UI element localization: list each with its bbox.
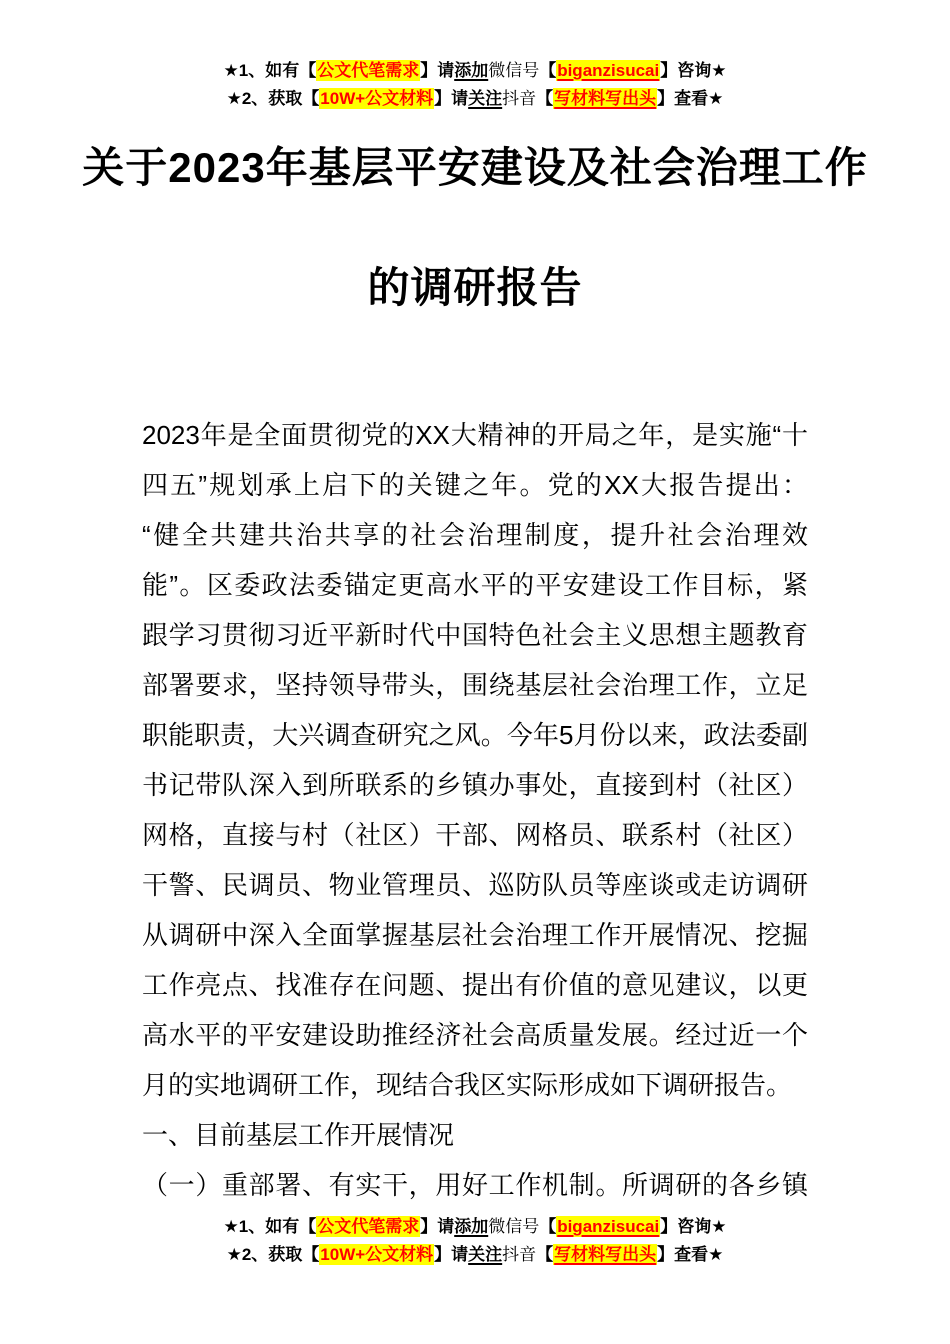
header-notice-line-1 <box>0 57 950 85</box>
header-notice <box>0 57 950 113</box>
notice-text: 【 <box>539 61 557 80</box>
body-line: 干警、民调员、物业管理员、巡防队员等座谈或走访调研 <box>142 870 808 900</box>
notice-text: 】请 <box>434 1245 469 1264</box>
notice-text: 微信号 <box>488 61 540 80</box>
document-body <box>142 410 808 1210</box>
notice-text: 】咨询★ <box>660 1217 727 1236</box>
header-notice-line-2 <box>0 85 950 113</box>
underlined-word: 关注 <box>468 89 503 108</box>
body-line: 能”。区委政法委锚定更高水平的平安建设工作目标，紧 <box>142 570 808 600</box>
highlighted-douyin-name: 写材料写出头 <box>554 1245 657 1264</box>
notice-text: 【 <box>536 1245 554 1264</box>
body-line: 职能职责，大兴调查研究之风。今年5月份以来，政法委副 <box>142 720 808 750</box>
body-line: 工作亮点、找准存在问题、提出有价值的意见建议，以更 <box>142 970 808 1000</box>
notice-text: ★1、如有【 <box>223 61 317 80</box>
title-line-2: 的调研报告 <box>367 264 583 311</box>
highlighted-term: 10W+公文材料 <box>320 1245 434 1264</box>
notice-text: 抖音 <box>502 1245 537 1264</box>
highlighted-term: 10W+公文材料 <box>320 89 434 108</box>
notice-text: ★2、获取【 <box>226 89 320 108</box>
body-line: 高水平的平安建设助推经济社会高质量发展。经过近一个 <box>142 1020 808 1050</box>
body-line: 四五”规划承上启下的关键之年。党的XX大报告提出： <box>142 470 808 500</box>
notice-text: 【 <box>539 1217 557 1236</box>
notice-text: 微信号 <box>488 1217 540 1236</box>
body-line: 2023年是全面贯彻党的XX大精神的开局之年，是实施“十 <box>142 420 808 450</box>
body-line: “健全共建共治共享的社会治理制度，提升社会治理效 <box>142 520 808 550</box>
footer-notice <box>0 1213 950 1269</box>
body-line: 月的实地调研工作，现结合我区实际形成如下调研报告。 <box>142 1070 793 1100</box>
notice-text: 抖音 <box>502 89 537 108</box>
section-heading: 一、目前基层工作开展情况 <box>142 1120 455 1150</box>
highlighted-term: 公文代笔需求 <box>317 61 420 80</box>
notice-text: 】咨询★ <box>660 61 727 80</box>
body-line: 从调研中深入全面掌握基层社会治理工作开展情况、挖掘 <box>142 920 808 950</box>
underlined-word: 添加 <box>454 1217 489 1236</box>
title-line-1: 关于2023年基层平安建设及社会治理工作 <box>82 144 868 191</box>
underlined-word: 关注 <box>468 1245 503 1264</box>
highlighted-wechat-id: biganzisucai <box>557 1217 660 1236</box>
body-line: 网格，直接与村（社区）干部、网格员、联系村（社区） <box>142 820 808 850</box>
document-title <box>0 144 950 312</box>
notice-text: 】请 <box>434 89 469 108</box>
body-line: 书记带队深入到所联系的乡镇办事处，直接到村（社区） <box>142 770 808 800</box>
notice-text: 】请 <box>420 61 455 80</box>
footer-notice-line-2 <box>0 1241 950 1269</box>
notice-text: 】请 <box>420 1217 455 1236</box>
highlighted-wechat-id: biganzisucai <box>557 61 660 80</box>
notice-text: 】查看★ <box>657 1245 724 1264</box>
footer-notice-line-1 <box>0 1213 950 1241</box>
notice-text: ★2、获取【 <box>226 1245 320 1264</box>
underlined-word: 添加 <box>454 61 489 80</box>
highlighted-term: 公文代笔需求 <box>317 1217 420 1236</box>
body-line: 部署要求，坚持领导带头，围绕基层社会治理工作，立足 <box>142 670 808 700</box>
notice-text: ★1、如有【 <box>223 1217 317 1236</box>
notice-text: 】查看★ <box>657 89 724 108</box>
highlighted-douyin-name: 写材料写出头 <box>554 89 657 108</box>
notice-text: 【 <box>536 89 554 108</box>
body-line: 跟学习贯彻习近平新时代中国特色社会主义思想主题教育 <box>142 620 808 650</box>
body-line: （一）重部署、有实干，用好工作机制。所调研的各乡镇 <box>142 1170 808 1200</box>
